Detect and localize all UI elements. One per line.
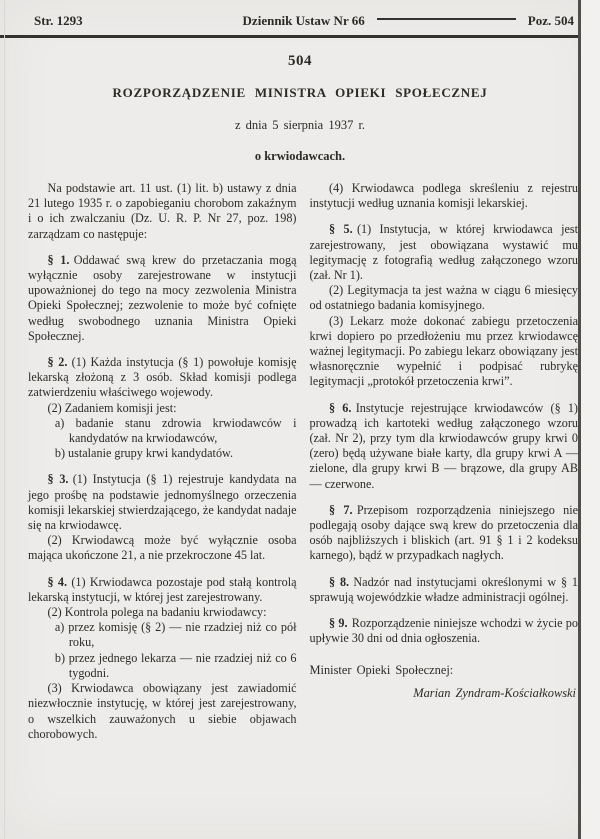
- paragraph: [28, 253, 297, 344]
- paragraph-text: a) badanie stanu zdrowia krwiodawców i kandydatów na krwiodawców,: [54, 415, 297, 446]
- text-column-left: [28, 181, 297, 742]
- paragraph-text: (1) Krwiodawca pozostaje pod stałą kontrolą lekarską instytucji, w której jest zarejestrowany.: [28, 574, 297, 604]
- paragraph: [310, 181, 579, 211]
- paragraph-text: (2) Legitymacja ta jest ważna w ciągu 6 miesięcy od ostatniego badania komisyjnego.: [309, 283, 578, 313]
- act-title: ROZPORZĄDZENIE MINISTRA OPIEKI SPOŁECZNEJ: [112, 85, 488, 100]
- paragraph: [28, 446, 297, 461]
- paragraph: [310, 616, 579, 646]
- page-header: [0, 0, 600, 38]
- paragraph-text: (2) Krwiodawcą może być wyłącznie osoba mająca ukończone 21, a nie przekroczone 45 lat.: [28, 533, 297, 563]
- act-subject: o krwiodawcach.: [254, 149, 346, 163]
- section-mark: § 7.: [329, 502, 353, 517]
- paragraph: [28, 605, 297, 620]
- paragraph: [28, 401, 297, 416]
- paragraph: [310, 401, 579, 492]
- adjacent-page-margin: [581, 0, 600, 839]
- paragraph-text: (2) Zadaniem komisji jest:: [47, 400, 177, 415]
- paragraph: [28, 681, 297, 742]
- signature-name: Marian Zyndram-Kościałkowski: [413, 685, 576, 700]
- paragraph-text: b) ustalanie grupy krwi kandydatów.: [54, 446, 234, 461]
- section-mark: § 8.: [329, 574, 350, 589]
- section-mark: § 2.: [47, 355, 68, 370]
- paragraph: [28, 533, 297, 563]
- paragraph: [28, 651, 297, 681]
- section-mark: § 4.: [47, 574, 68, 589]
- left-paper-edge: [4, 0, 5, 839]
- paragraph-text: Nadzór nad instytucjami określonymi w § 1 sprawują wojewódzkie władze administracji ogólnej.: [309, 574, 579, 604]
- header-journal-title: Dziennik Ustaw Nr 66: [242, 13, 365, 28]
- paragraph: [28, 181, 297, 242]
- signature-role: Minister Opieki Społecznej:: [309, 663, 454, 678]
- paragraph-text: (4) Krwiodawca podlega skreśleniu z rejestru instytucji według uznania komisji lekarskiej.: [309, 181, 578, 211]
- paragraph-text: (3) Krwiodawca obowiązany jest zawiadomić niezwłocznie instytucję, w której jest zarejestrowany, o wszelkich zauważonych u siebie objawach chorobowych.: [28, 681, 297, 741]
- paragraph: [28, 416, 297, 446]
- paragraph: [310, 575, 579, 605]
- paragraph: [28, 472, 297, 533]
- two-column-body: [28, 181, 578, 742]
- paragraph-text: (1) Instytucja, w której krwiodawca jest zarejestrowany, jest obowiązana wystawić mu legitymację z fotografią według załączonego wzoru (zał. Nr 1).: [309, 222, 579, 283]
- section-mark: § 9.: [329, 616, 348, 631]
- header-page-label: Str. 1293: [34, 13, 83, 28]
- right-column-paragraphs: [310, 181, 579, 646]
- paragraph-text: Oddawać swą krew do przetaczania mogą wyłącznie osoby zarejestrowane w instytucji upoważnionej do tego na mocy zezwolenia Ministra Opieki Społecznej; zezwolenie to może być cofnięte według swobodnego uznania Ministra Opieki Społecznej.: [28, 252, 297, 343]
- header-dash-rule: [377, 18, 516, 20]
- paragraph-text: (1) Instytucja (§ 1) rejestruje kandydata na jego prośbę na podstawie jednomyślnego orzeczenia komisji lekarskiej stwierdzającego, że kandydat nadaje się na krwiodawcę.: [28, 472, 297, 533]
- paragraph: [310, 222, 579, 283]
- paragraph: [310, 314, 579, 390]
- paragraph-text: Na podstawie art. 11 ust. (1) lit. b) ustawy z dnia 21 lutego 1935 r. o zapobieganiu chorobom zakaźnym i o ich zwalczaniu (Dz. U. R. P. Nr 27, poz. 198) zarządzam co następuje:: [28, 181, 297, 241]
- act-date-line: z dnia 5 sierpnia 1937 r.: [234, 118, 366, 132]
- paragraph: [28, 575, 297, 605]
- paragraph-text: (3) Lekarz może dokonać zabiegu przetoczenia krwi dopiero po przedłożeniu mu przez krwiodawcę ważnej legitymacji. Po zabiegu lekarz obowiązany jest własnoręcznie wypełnić i podpisać rubrykę legitymacji „protokół przetoczenia krwi”.: [309, 313, 578, 389]
- header-position-label: Poz. 504: [527, 13, 574, 28]
- paragraph-text: a) przez komisję (§ 2) — nie rzadziej niż co pół roku,: [54, 620, 297, 650]
- section-mark: § 6.: [329, 400, 352, 415]
- section-mark: § 5.: [329, 222, 353, 237]
- section-mark: § 3.: [47, 472, 69, 487]
- paragraph-text: Rozporządzenie niniejsze wchodzi w życie po upływie 30 dni od dnia ogłoszenia.: [309, 616, 578, 646]
- text-column-right: [310, 181, 579, 742]
- section-mark: § 1.: [47, 252, 70, 267]
- paragraph-text: Instytucje rejestrujące krwiodawców (§ 1) prowadzą ich kartoteki według załączonego wzoru (zał. Nr 2), przy tym dla krwiodawców grupy krwi 0 (zero) będą używane białe karty, dla grupy krwi A — zielone, dla grupy krwi B — brązowe, dla grupy AB — czerwone.: [309, 400, 578, 491]
- paragraph-text: (1) Każda instytucja (§ 1) powołuje komisję lekarską złożoną z 3 osób. Skład komisji podlega zatwierdzeniu właściwego wojewody.: [28, 355, 297, 400]
- paragraph: [28, 355, 297, 401]
- paragraph: [310, 503, 579, 564]
- paragraph-text: (2) Kontrola polega na badaniu krwiodawcy:: [47, 605, 267, 620]
- paragraph: [310, 283, 579, 313]
- act-number: 504: [288, 53, 312, 69]
- paragraph: [28, 620, 297, 650]
- paragraph-text: Przepisom rozporządzenia niniejszego nie podlegają osoby dające swą krew do przetoczenia dla osób najbliższych i bliskich (art. 91 § 1 i 2 kodeksu karnego), bądź w przypadkach nagłych.: [309, 502, 579, 563]
- signature-block: [310, 663, 579, 700]
- paragraph-text: b) przez jednego lekarza — nie rzadziej niż co 6 tygodni.: [54, 650, 297, 680]
- page-edge-line: [578, 0, 581, 839]
